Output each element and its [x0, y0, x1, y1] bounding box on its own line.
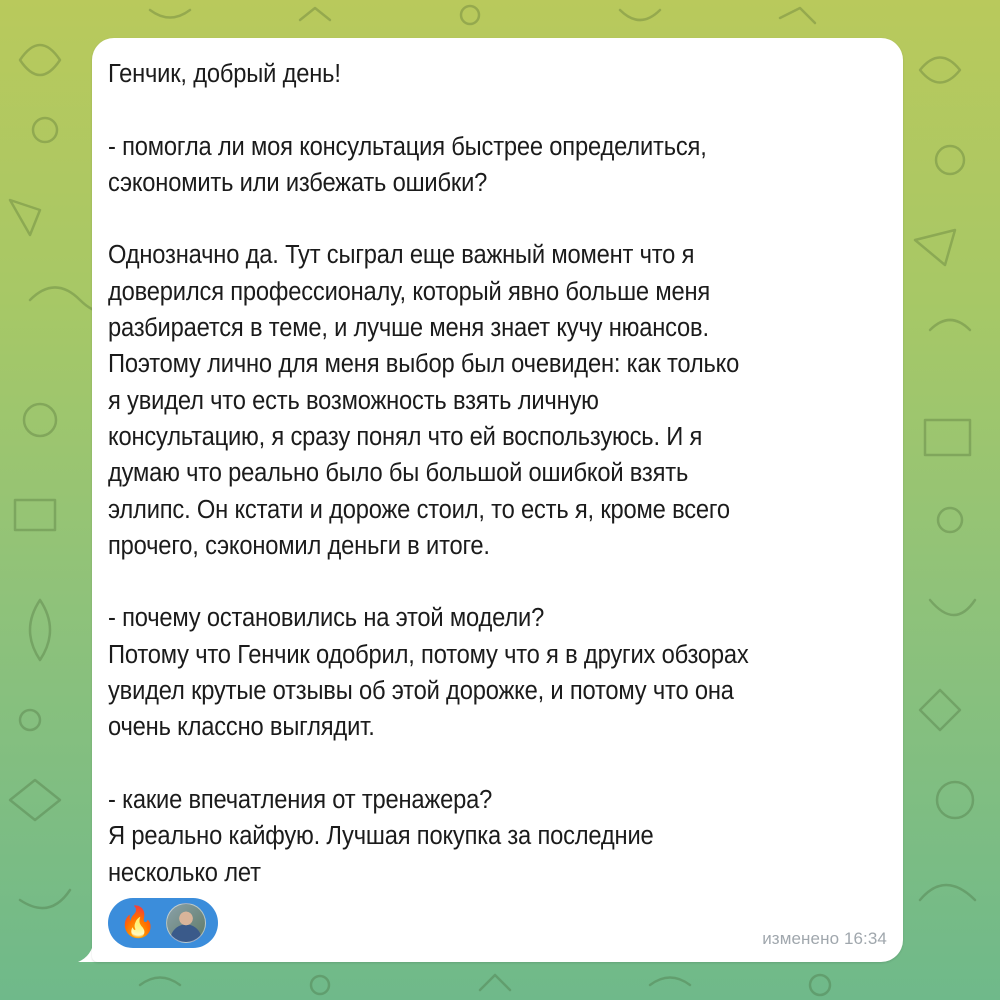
- message-bubble[interactable]: [92, 38, 903, 962]
- message-status: изменено 16:34: [762, 929, 887, 948]
- reactor-avatar[interactable]: [166, 903, 206, 943]
- message-line: разбирается в теме, и лучше меня знает кучу нюансов.: [108, 314, 709, 343]
- message-line: прочего, сэкономил деньги в итоге.: [108, 531, 490, 560]
- message-line: - помогла ли моя консультация быстрее определиться,: [108, 132, 707, 161]
- message-line: очень классно выглядит.: [108, 713, 375, 742]
- message-text: [108, 56, 889, 891]
- message-line: эллипс. Он кстати и дороже стоил, то есть я, кроме всего: [108, 495, 730, 524]
- message-line: увидел крутые отзывы об этой дорожке, и потому что она: [108, 677, 734, 706]
- message-blank-line: [108, 92, 889, 128]
- message-blank-line: [108, 746, 889, 782]
- message-line: Я реально кайфую. Лучшая покупка за последние: [108, 822, 654, 851]
- fire-icon: 🔥: [119, 905, 157, 940]
- message-blank-line: [108, 201, 889, 237]
- message-line: Поэтому лично для меня выбор был очевиден: как только: [108, 350, 740, 379]
- message-line: несколько лет: [108, 858, 261, 887]
- message-line: Генчик, добрый день!: [108, 60, 341, 88]
- message-line: - почему остановились на этой модели?: [108, 604, 545, 633]
- message-line: думаю что реально было бы большой ошибкой взять: [108, 459, 689, 488]
- message-line: доверился профессионалу, который явно больше меня: [108, 277, 711, 306]
- message-line: консультацию, я сразу понял что ей воспользуюсь. И я: [108, 422, 703, 451]
- message-line: Потому что Генчик одобрил, потому что я в других обзорах: [108, 640, 749, 669]
- message-blank-line: [108, 564, 889, 600]
- message-line: - какие впечатления от тренажера?: [108, 785, 493, 814]
- message-line: Однозначно да. Тут сыграл еще важный момент что я: [108, 241, 695, 270]
- reaction-chip[interactable]: [108, 898, 218, 948]
- message-line: сэкономить или избежать ошибки?: [108, 168, 488, 197]
- message-line: я увидел что есть возможность взять личную: [108, 386, 599, 415]
